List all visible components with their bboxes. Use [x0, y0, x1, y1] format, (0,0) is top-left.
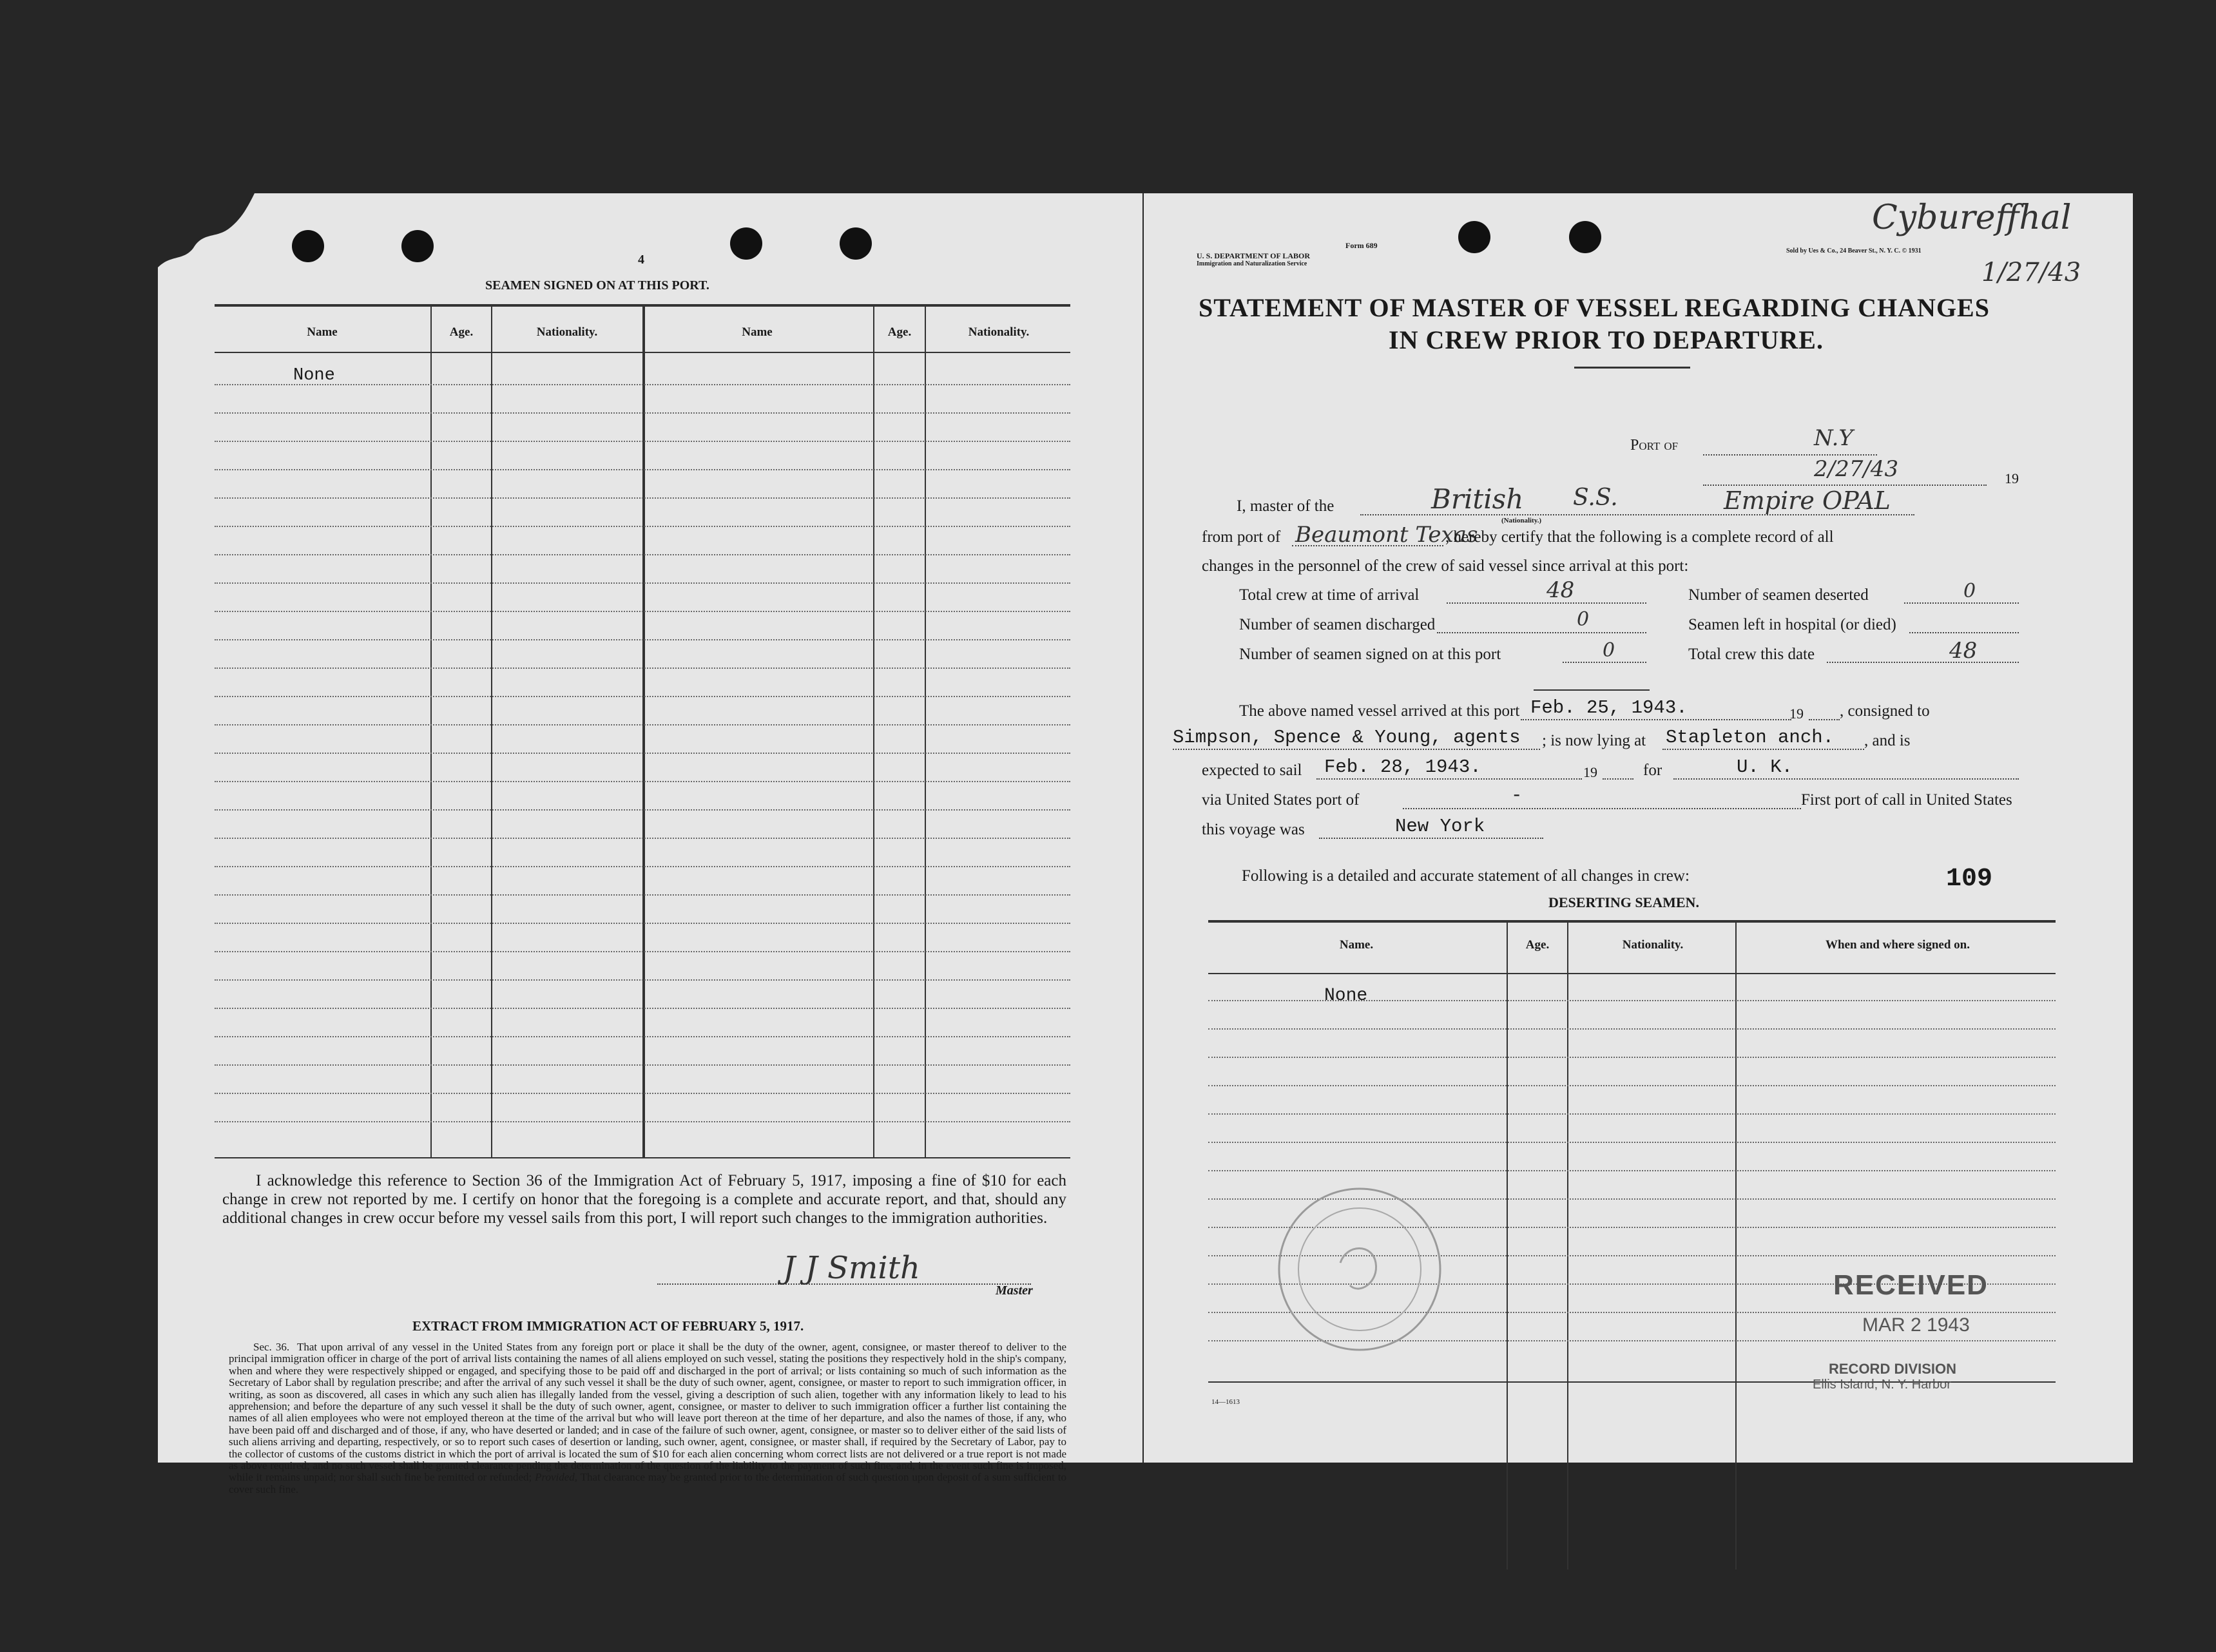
sail-year-line	[1603, 778, 1633, 780]
via-label: via United States port of	[1202, 791, 1360, 809]
punch-hole	[730, 227, 762, 260]
signed-on-label: Number of seamen signed on at this port	[1239, 646, 1501, 663]
row-rule	[215, 1093, 1070, 1094]
form-title-line2: IN CREW PRIOR TO DEPARTURE.	[1389, 325, 1824, 354]
discharged-line	[1437, 632, 1646, 633]
col-header-when-where: When and where signed on.	[1825, 938, 1970, 952]
vessel-nationality: British	[1431, 483, 1524, 515]
date-line	[1703, 485, 1987, 486]
arrived-label: The above named vessel arrived at this port	[1239, 702, 1520, 720]
signed-on-count: 0	[1603, 639, 1615, 662]
from-port-value: Beaumont Texas	[1295, 522, 1478, 548]
destination: U. K.	[1737, 756, 1793, 778]
row-rule	[215, 781, 1070, 782]
row-rule	[215, 412, 1070, 414]
col-header-name: Name.	[1339, 938, 1374, 952]
voyage-line	[1319, 838, 1543, 839]
master-label: Master	[996, 1283, 1033, 1298]
port-line	[1703, 454, 1877, 456]
row-rule	[1208, 1113, 2056, 1115]
first-port-value: New York	[1395, 816, 1485, 837]
row-rule	[215, 809, 1070, 811]
voyage-label: this voyage was	[1202, 821, 1305, 838]
discharged-count: 0	[1577, 608, 1590, 631]
row-rule	[215, 639, 1070, 640]
row-rule	[215, 979, 1070, 981]
punch-hole	[840, 227, 872, 260]
and-is-label: , and is	[1864, 732, 1911, 749]
row-rule	[1208, 1000, 2056, 1001]
lying-line	[1662, 749, 1864, 750]
date-value: 2/27/43	[1814, 456, 1899, 482]
extract-title: EXTRACT FROM IMMIGRATION ACT OF FEBRUARY 5, 1917.	[412, 1318, 804, 1334]
received-stamp: RECEIVED	[1833, 1269, 1989, 1301]
vessel-prefix: S.S.	[1573, 485, 1618, 511]
col-divider	[430, 307, 432, 1157]
seaman-name-entry: None	[293, 366, 335, 385]
row-rule	[1208, 1085, 2056, 1086]
form-number: Form 689	[1345, 241, 1378, 250]
row-rule	[215, 923, 1070, 924]
deserted-count: 0	[1963, 580, 1976, 602]
section-title: SEAMEN SIGNED ON AT THIS PORT.	[485, 278, 709, 293]
arrived-line	[1521, 719, 1791, 720]
punch-hole	[292, 230, 324, 262]
from-port-label: from port of	[1202, 528, 1281, 546]
discharged-label: Number of seamen discharged	[1239, 616, 1436, 633]
extract-text	[229, 1341, 1066, 1495]
row-rule	[1208, 1142, 2056, 1143]
row-rule	[215, 838, 1070, 839]
col-header-nationality: Nationality.	[968, 325, 1030, 339]
row-rule	[1208, 1057, 2056, 1058]
sail-date: Feb. 28, 1943.	[1324, 756, 1481, 778]
total-crew-arrival-label: Total crew at time of arrival	[1239, 586, 1420, 604]
year-suffix: 19	[2005, 470, 2019, 486]
row-rule	[215, 611, 1070, 612]
ellis-island: Ellis Island, N. Y. Harbor	[1813, 1378, 1951, 1392]
received-date: MAR 2 1943	[1862, 1314, 1970, 1336]
row-rule	[215, 526, 1070, 527]
acknowledgement-text: I acknowledge this reference to Section 36 of the Immigration Act of February 5, 1917, imposing a fine of $10 for each change in crew not reported by me. I certify on honor that the foregoing is a complete and accurate report, and that, should any additional changes in crew occur before my vessel sails from this port, I will report such changes to the immigration authorities.	[222, 1172, 1066, 1227]
row-rule	[215, 866, 1070, 867]
lying-at: Stapleton anch.	[1666, 727, 1835, 748]
sail-year: 19	[1583, 764, 1597, 780]
col-header-age: Age.	[887, 325, 912, 339]
col-header-age: Age.	[449, 325, 474, 339]
form-title-line1: STATEMENT OF MASTER OF VESSEL REGARDING CHANGES	[1199, 293, 1990, 322]
col-divider	[1567, 923, 1568, 1570]
total-crew-arrival: 48	[1546, 577, 1575, 603]
col-header-name: Name	[307, 325, 338, 339]
punch-hole	[1458, 221, 1490, 253]
total-crew-date-label: Total crew this date	[1688, 646, 1815, 663]
row-rule	[1208, 1028, 2056, 1030]
department: U. S. DEPARTMENT OF LABOR	[1197, 251, 1311, 260]
deserting-header-rule	[1208, 973, 2056, 974]
title-rule	[1574, 367, 1690, 369]
row-rule	[215, 384, 1070, 385]
col-divider-center	[642, 307, 645, 1157]
col-header-age: Age.	[1525, 938, 1550, 952]
col-divider	[873, 307, 874, 1157]
row-rule	[215, 951, 1070, 952]
extract-tail: That clearance may be granted prior to the determination of such question upon deposit of a sum sufficient to cover such fine.	[229, 1471, 1067, 1495]
department-seal-stamp	[1263, 1173, 1456, 1366]
sail-line	[1316, 778, 1582, 780]
col-divider	[1735, 923, 1737, 1570]
punch-hole	[1569, 221, 1601, 253]
lying-label: ; is now lying at	[1542, 732, 1646, 749]
agents: Simpson, Spence & Young, agents	[1173, 727, 1521, 748]
extract-body: That upon arrival of any vessel in the United States from any foreign port or place it shall be the duty of the owner, agent, consignee, or master thereof to deliver to the principal immigration officer in charge of the port of arrival lists containing the names of all aliens employed on such vessel, stating the positions they respectively hold in the ship's company, when and where they were respectively shipped or engaged, and specifying those to be paid off and discharged in the port of arrival; or lists containing so much of such information as the Secretary of Labor shall by regulation prescribe; and after the arrival of any such vessel it shall be the duty of such owner, agent, consignee, or master to report to such immigration officer, in writing, as soon as discovered, all cases in which any such alien has illegally landed from the vessel, giving a description of such alien, together with any information likely to lead to his apprehension; and before the departure of any such vessel it shall be the duty of such owner, agent, consignee, or master to deliver to such immigration officer a further list containing the names of all alien employees who were not employed thereon at the time of the arrival but who will leave port thereon at the time of her departure, and also the names of those, if any, who have been paid off and discharged and of those, if any, who have deserted or landed; and in case of the failure of such owner, agent, consignee, or master so to deliver either of the said lists of such aliens arriving and departing, respectively, or so to report such cases of desertion or landing, such owner, agent, consignee, or master shall, if required by the Secretary of Labor, pay to the collector of customs of the customs district in which the port of arrival is located the sum of $10 for each alien concerning whom correct lists are not delivered or a true report is not made as above required; and no such vessel shall be granted clearance pending the determination of the question of the liability to the payment of such fine, and, in the event such fine is imposed, while it remains unpaid; nor shall such fine be remitted or refunded;	[229, 1341, 1066, 1484]
arrived-year-line	[1809, 719, 1840, 720]
row-rule	[215, 724, 1070, 725]
counts-rule	[1534, 689, 1650, 691]
service: Immigration and Naturalization Service	[1197, 260, 1307, 267]
col-header-nationality: Nationality.	[536, 325, 598, 339]
via-value: -	[1511, 785, 1523, 806]
agents-line	[1173, 749, 1540, 750]
expected-label: expected to sail	[1202, 762, 1302, 779]
port-value: N.Y	[1814, 425, 1853, 451]
row-rule	[215, 696, 1070, 697]
record-division: RECORD DIVISION	[1829, 1361, 1957, 1377]
row-rule	[215, 1036, 1070, 1037]
deserting-title: DESERTING SEAMEN.	[1548, 894, 1699, 910]
destination-line	[1673, 778, 2019, 780]
deserting-top-rule	[1208, 920, 2056, 923]
for-label: for	[1643, 762, 1662, 779]
row-rule	[215, 441, 1070, 442]
printer-note: Sold by Ues & Co., 24 Beaver St., N. Y. C. © 1931	[1786, 247, 1922, 255]
row-rule	[215, 1121, 1070, 1122]
deserting-entry: None	[1324, 986, 1368, 1006]
port-label: Port of	[1630, 437, 1679, 454]
deserted-label: Number of seamen deserted	[1688, 586, 1869, 604]
row-rule	[215, 1064, 1070, 1066]
extract-provided: Provided,	[535, 1471, 578, 1484]
row-rule	[215, 469, 1070, 470]
arrived-year: 19	[1789, 706, 1804, 722]
master-signature: J J Smith	[783, 1250, 920, 1286]
row-rule	[215, 668, 1070, 669]
row-rule	[215, 582, 1070, 584]
via-line	[1403, 808, 1801, 809]
row-rule	[215, 554, 1070, 555]
page-number: 4	[638, 253, 644, 267]
col-header-name: Name	[742, 325, 773, 339]
hospital-line	[1909, 632, 2019, 633]
master-label: I, master of the	[1237, 497, 1334, 515]
certify-text: , hereby certify that the following is a complete record of all	[1445, 528, 1834, 546]
total-crew-date: 48	[1949, 638, 1978, 664]
arrived-date: Feb. 25, 1943.	[1530, 697, 1688, 718]
form-code: 14—1613	[1211, 1398, 1240, 1406]
corner-date: 1/27/43	[1981, 258, 2081, 287]
col-divider	[925, 307, 926, 1157]
first-port-label: First port of call in United States	[1801, 791, 2012, 809]
row-rule	[215, 894, 1070, 896]
deserted-line	[1904, 602, 2019, 604]
nationality-caption: (Nationality.)	[1501, 517, 1542, 524]
row-rule	[215, 753, 1070, 754]
total-crew-date-line	[1827, 662, 2019, 663]
corner-annotation: Cybureffhal	[1872, 198, 2072, 237]
left-page	[158, 193, 1142, 1495]
row-rule	[1208, 1170, 2056, 1171]
row-rule	[215, 1008, 1070, 1009]
hospital-label: Seamen left in hospital (or died)	[1688, 616, 1896, 633]
right-page	[1144, 193, 2133, 1463]
col-header-nationality: Nationality.	[1622, 938, 1684, 952]
signed-on-line	[1563, 662, 1646, 663]
col-divider	[1507, 923, 1508, 1570]
following-text: Following is a detailed and accurate statement of all changes in crew:	[1242, 867, 1690, 885]
vessel-name: Empire OPAL	[1724, 486, 1891, 515]
page-count: 109	[1946, 865, 1993, 894]
row-rule	[215, 497, 1070, 499]
table-bottom-rule	[215, 1157, 1070, 1158]
col-divider	[491, 307, 492, 1157]
consigned-label: , consigned to	[1840, 702, 1930, 720]
extract-section: Sec. 36.	[253, 1341, 290, 1353]
punch-hole	[401, 230, 434, 262]
certify-text-2: changes in the personnel of the crew of said vessel since arrival at this port:	[1202, 557, 1689, 575]
torn-corner	[158, 193, 261, 271]
